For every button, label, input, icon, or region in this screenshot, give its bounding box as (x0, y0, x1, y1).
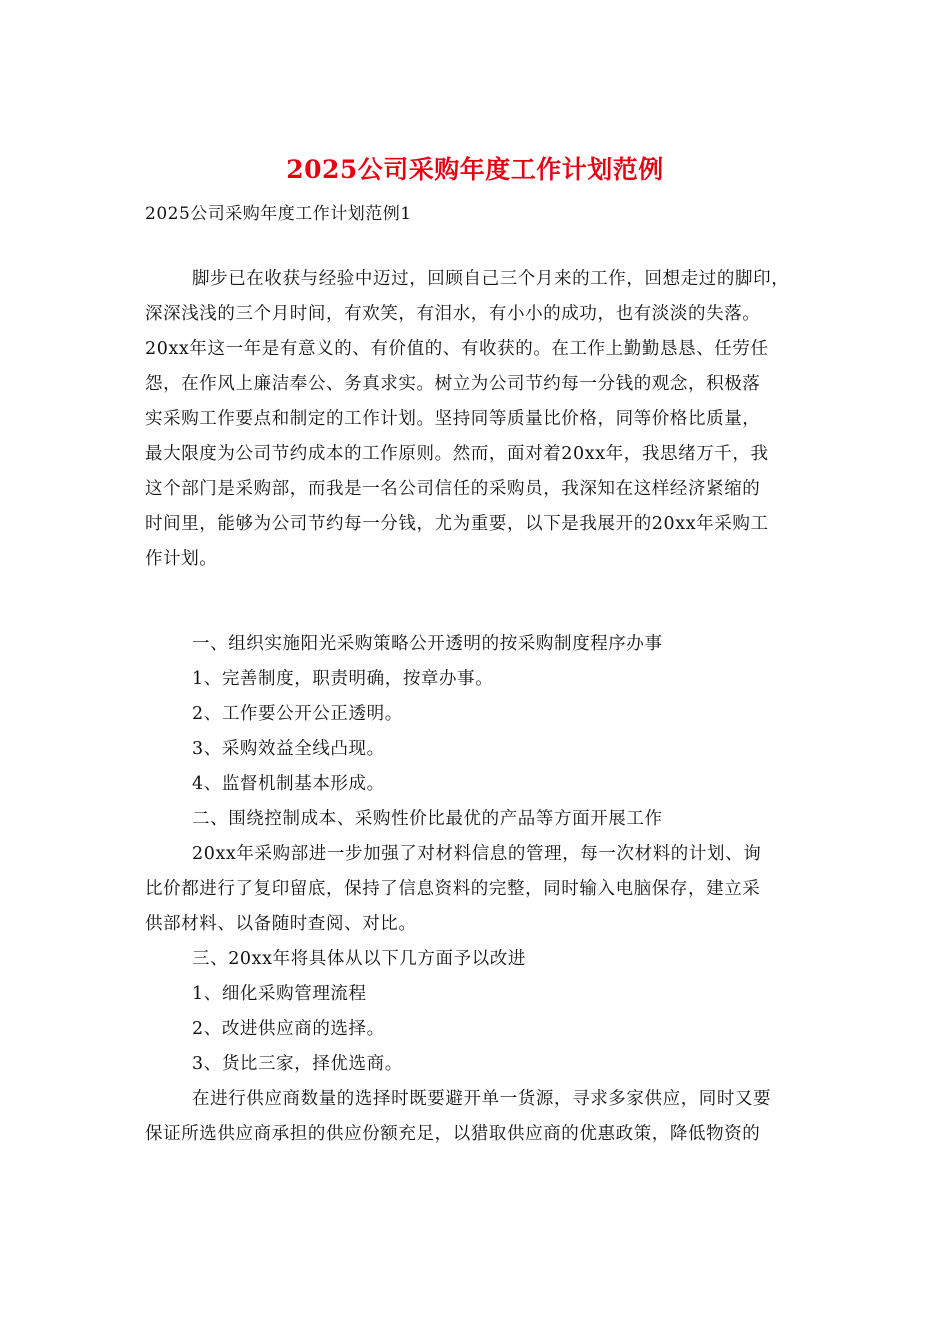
section-heading: 一、组织实施阳光采购策略公开透明的按采购制度程序办事 (192, 634, 663, 654)
list-item: 2、改进供应商的选择。 (192, 1019, 385, 1039)
document-title: 2025公司采购年度工作计划范例 (286, 155, 664, 184)
paragraph-line: 时间里，能够为公司节约每一分钱，尤为重要，以下是我展开的20xx年采购工 (145, 514, 769, 534)
paragraph-line: 作计划。 (145, 549, 218, 569)
list-item: 1、完善制度，职责明确，按章办事。 (192, 669, 494, 689)
paragraph-line: 这个部门是采购部，而我是一名公司信任的采购员，我深知在这样经济紧缩的 (145, 479, 761, 499)
paragraph-line: 供部材料、以备随时查阅、对比。 (145, 914, 417, 934)
list-item: 1、细化采购管理流程 (192, 984, 367, 1004)
paragraph-line: 脚步已在收获与经验中迈过，回顾自己三个月来的工作，回想走过的脚印， (192, 269, 790, 289)
paragraph-line: 实采购工作要点和制定的工作计划。坚持同等质量比价格，同等价格比质量， (145, 409, 761, 429)
paragraph-line: 怨，在作风上廉洁奉公、务真求实。树立为公司节约每一分钱的观念，积极落 (145, 374, 761, 394)
paragraph-line: 最大限度为公司节约成本的工作原则。然而，面对着20xx年，我思绪万千，我 (145, 444, 769, 464)
list-item: 2、工作要公开公正透明。 (192, 704, 403, 724)
document-subtitle: 2025公司采购年度工作计划范例1 (145, 204, 412, 224)
paragraph-line: 比价都进行了复印留底，保持了信息资料的完整，同时输入电脑保存，建立采 (145, 879, 761, 899)
paragraph-line: 20xx年这一年是有意义的、有价值的、有收获的。在工作上勤勤恳恳、任劳任 (145, 339, 769, 359)
paragraph-line: 深深浅浅的三个月时间，有欢笑，有泪水，有小小的成功，也有淡淡的失落。 (145, 304, 761, 324)
section-heading: 三、20xx年将具体从以下几方面予以改进 (192, 949, 527, 969)
paragraph-line: 20xx年采购部进一步加强了对材料信息的管理，每一次材料的计划、询 (192, 844, 762, 864)
paragraph-line: 保证所选供应商承担的供应份额充足，以猎取供应商的优惠政策，降低物资的 (145, 1124, 761, 1144)
paragraph-line: 在进行供应商数量的选择时既要避开单一货源，寻求多家供应，同时又要 (192, 1089, 772, 1109)
list-item: 3、采购效益全线凸现。 (192, 739, 385, 759)
list-item: 4、监督机制基本形成。 (192, 774, 385, 794)
section-heading: 二、围绕控制成本、采购性价比最优的产品等方面开展工作 (192, 809, 663, 829)
list-item: 3、货比三家，择优选商。 (192, 1054, 403, 1074)
